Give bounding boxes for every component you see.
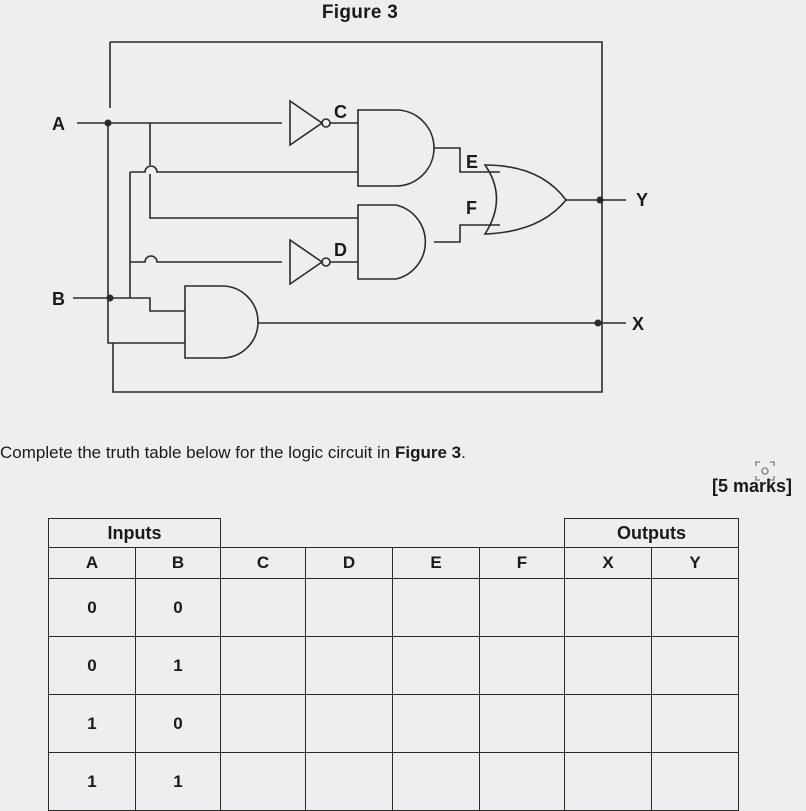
answer-cell-y[interactable]	[652, 695, 739, 753]
table-row	[49, 695, 739, 753]
column-header-f: F	[480, 548, 565, 579]
label-b: B	[52, 289, 65, 309]
table-row	[49, 753, 739, 811]
cell-b: 0	[136, 579, 221, 637]
answer-cell-e[interactable]	[393, 695, 480, 753]
and-gate-e	[358, 110, 434, 186]
wire-b	[73, 298, 185, 311]
answer-cell-y[interactable]	[652, 637, 739, 695]
answer-cell-x[interactable]	[565, 637, 652, 695]
answer-cell-d[interactable]	[306, 637, 393, 695]
instruction-text: Complete the truth table below for the logic circuit in Figure 3.	[0, 443, 466, 462]
label-e: E	[466, 152, 479, 172]
answer-cell-f[interactable]	[480, 579, 565, 637]
label-d: D	[334, 240, 347, 260]
cell-b: 1	[136, 637, 221, 695]
answer-cell-c[interactable]	[221, 695, 306, 753]
column-header-d: D	[306, 548, 393, 579]
answer-cell-c[interactable]	[221, 637, 306, 695]
cell-a: 1	[49, 753, 136, 811]
table-row	[49, 637, 739, 695]
answer-cell-c[interactable]	[221, 579, 306, 637]
or-gate-y	[485, 165, 566, 234]
answer-cell-d[interactable]	[306, 695, 393, 753]
marks-label: [5 marks]	[711, 476, 792, 496]
figure-title: Figure 3	[321, 2, 399, 23]
cell-b: 1	[136, 753, 221, 811]
answer-cell-f[interactable]	[480, 637, 565, 695]
not-gate-d	[290, 240, 322, 284]
cell-b: 0	[136, 695, 221, 753]
answer-cell-e[interactable]	[393, 753, 480, 811]
answer-cell-f[interactable]	[480, 753, 565, 811]
answer-cell-x[interactable]	[565, 753, 652, 811]
answer-cell-x[interactable]	[565, 579, 652, 637]
column-header-e: E	[393, 548, 480, 579]
cell-a: 1	[49, 695, 136, 753]
table-row	[49, 579, 739, 637]
inputs-header: Inputs	[49, 519, 221, 548]
label-x: X	[632, 314, 645, 334]
outputs-header: Outputs	[565, 519, 739, 548]
truth-table	[48, 518, 739, 811]
cell-a: 0	[49, 637, 136, 695]
label-f: F	[466, 198, 477, 218]
answer-cell-e[interactable]	[393, 637, 480, 695]
figure-reference: Figure 3	[394, 443, 462, 462]
column-header-x: X	[565, 548, 652, 579]
not-gate-c	[290, 101, 322, 145]
and-gate-x	[185, 286, 258, 358]
answer-cell-d[interactable]	[306, 753, 393, 811]
cell-a: 0	[49, 579, 136, 637]
answer-cell-y[interactable]	[652, 579, 739, 637]
label-a: A	[52, 114, 65, 134]
label-c: C	[334, 102, 347, 122]
answer-cell-y[interactable]	[652, 753, 739, 811]
column-header-c: C	[221, 548, 306, 579]
answer-cell-f[interactable]	[480, 695, 565, 753]
label-y: Y	[636, 190, 649, 210]
and-gate-f	[358, 205, 425, 279]
answer-cell-e[interactable]	[393, 579, 480, 637]
circuit-frame	[110, 42, 602, 392]
column-header-b: B	[136, 548, 221, 579]
answer-cell-d[interactable]	[306, 579, 393, 637]
column-header-y: Y	[652, 548, 739, 579]
answer-cell-c[interactable]	[221, 753, 306, 811]
answer-cell-x[interactable]	[565, 695, 652, 753]
column-header-a: A	[49, 548, 136, 579]
